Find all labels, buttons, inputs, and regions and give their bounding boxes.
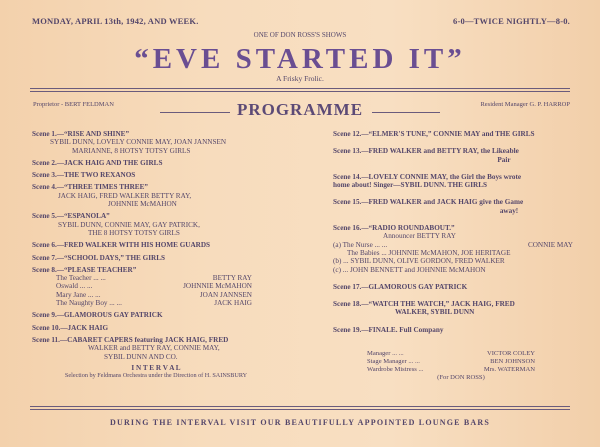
scene-1-cast: SYBIL DUNN, LOVELY CONNIE MAY, JOAN JANNSEN (50, 138, 227, 147)
role-name: Mary Jane ... ... (56, 290, 101, 299)
scene-11: Scene 11.—CABARET CAPERS featuring JACK HAIG, FRED (32, 335, 229, 344)
scene-2: Scene 2.—JACK HAIG AND THE GIRLS (32, 158, 163, 167)
scene-19: Scene 19.—FINALE. Full Company (333, 325, 444, 334)
role-name: Oswald ... ... (56, 282, 93, 291)
interval-note: Selection by Feldmans Orchestra under the Direction of H. SAINSBURY (64, 372, 248, 380)
staff-role: Wardrobe Mistress ... (367, 366, 424, 374)
scene-5: Scene 5.—“ESPANOLA” (32, 212, 110, 221)
scene-7: Scene 7.—“SCHOOL DAYS,” THE GIRLS (32, 253, 165, 262)
scene-14-cont: home about! Singer—SYBIL DUNN. THE GIRLS (333, 181, 488, 190)
staff-name: VICTOR COLEY (486, 350, 535, 358)
role-name: The Naughty Boy ... ... (56, 299, 122, 308)
cast-row (32, 299, 280, 307)
staff-note: (For DON ROSS) (437, 374, 485, 382)
scene-1-cast-2: MARIANNE, 8 HOTSY TOTSY GIRLS (72, 146, 191, 155)
staff-row (367, 366, 535, 374)
scene-5-cast: SYBIL DUNN, CONNIE MAY, GAY PATRICK, (58, 220, 200, 229)
scene-16-babies: The Babies ... JOHNNIE McMAHON, JOE HERITAGE (347, 248, 511, 257)
staff-name: BEN JOHNSON (490, 358, 535, 366)
actor-name: JACK HAIG (214, 299, 252, 308)
actor-name: JOAN JANNSEN (199, 290, 252, 299)
scene-13: Scene 13.—FRED WALKER and BETTY RAY, the Likeable (333, 147, 519, 156)
cast-row (32, 274, 280, 282)
cast-row (32, 282, 280, 290)
cast-row (32, 291, 280, 299)
show-subtitle: A Frisky Frolic. (276, 74, 324, 83)
actor-name: CONNIE MAY (527, 240, 573, 249)
show-times: 6-0—TWICE NIGHTLY—8-0. (453, 16, 570, 26)
footer-notice: DURING THE INTERVAL VISIT OUR BEAUTIFULLY APPOINTED LOUNGE BARS (110, 418, 490, 427)
bottom-divider-second (30, 409, 570, 410)
presenter-line: ONE OF DON ROSS'S SHOWS (253, 31, 347, 39)
staff-row (367, 350, 535, 358)
role-name: The Teacher ... ... (56, 274, 106, 283)
bottom-divider (30, 406, 570, 407)
heading-rule-right (372, 112, 440, 113)
actor-name: JOHNNIE McMAHON (183, 282, 252, 291)
scene-4: Scene 4.—“THREE TIMES THREE” (32, 183, 148, 192)
staff-role: Stage Manager ... ... (367, 358, 420, 366)
staff-list (333, 350, 575, 382)
scene-11-cast: WALKER and BETTY RAY, CONNIE MAY, (88, 344, 220, 353)
scene-18: Scene 18.—“WATCH THE WATCH,” JACK HAIG, FRED (333, 300, 515, 309)
scene-16: Scene 16.—“RADIO ROUNDABOUT.” (333, 224, 455, 233)
show-title: “EVE STARTED IT” (134, 43, 466, 75)
scene-5-cast-2: THE 8 HOTSY TOTSY GIRLS (88, 228, 180, 237)
interval-heading: I N T E R V A L (131, 363, 181, 372)
scene-13-cont: Pair (497, 155, 511, 164)
scene-1: Scene 1.—“RISE AND SHINE” (32, 130, 130, 138)
scene-16-b: (b) ... SYBIL DUNN, OLIVE GORDON, FRED WALKER (333, 257, 505, 266)
scene-8: Scene 8.—“PLEASE TEACHER” (32, 265, 137, 274)
scene-18-cont: WALKER, SYBIL DUNN (395, 308, 475, 317)
scene-17: Scene 17.—GLAMOROUS GAY PATRICK (333, 282, 468, 291)
scene-12: Scene 12.—“ELMER'S TUNE,” CONNIE MAY and THE GIRLS (333, 130, 535, 138)
scene-16-c: (c) ... JOHN BENNETT and JOHNNIE McMAHON (333, 265, 486, 274)
show-date: MONDAY, APRIL 13th, 1942, AND WEEK. (32, 16, 199, 26)
resident-manager-line: Resident Manager G. P. HARROP (480, 101, 570, 108)
right-column (333, 130, 575, 382)
staff-role: Manager ... ... (367, 350, 404, 358)
top-divider (30, 88, 570, 89)
actor-name: BETTY RAY (212, 274, 252, 283)
scene-11-cast-2: SYBIL DUNN AND CO. (104, 352, 178, 361)
left-column (32, 130, 280, 380)
scene-4-cast: JACK HAIG, FRED WALKER BETTY RAY, (58, 191, 192, 200)
top-divider-second (30, 91, 570, 92)
scene-14: Scene 14.—LOVELY CONNIE MAY, the Girl the Boys wrote (333, 172, 522, 181)
scene-4-cast-2: JOHNNIE McMAHON (108, 200, 177, 209)
staff-row (367, 358, 535, 366)
scene-16-announcer: Announcer BETTY RAY (383, 232, 456, 241)
scene-9: Scene 9.—GLAMOROUS GAY PATRICK (32, 311, 163, 320)
scene-15-cont: away! (499, 206, 519, 215)
role-name: (a) The Nurse ... ... (333, 240, 388, 249)
staff-name: Mrs. WATERMAN (483, 366, 535, 374)
scene-6: Scene 6.—FRED WALKER WITH HIS HOME GUARDS (32, 241, 211, 250)
scene-3: Scene 3.—THE TWO REXANOS (32, 171, 136, 180)
proprietor-line: Proprietor - BERT FELDMAN (33, 101, 114, 108)
scene-10: Scene 10.—JACK HAIG (32, 323, 109, 332)
programme-heading: PROGRAMME (236, 100, 364, 119)
scene-15: Scene 15.—FRED WALKER and JACK HAIG give the Game (333, 198, 524, 207)
cast-row (333, 241, 575, 249)
